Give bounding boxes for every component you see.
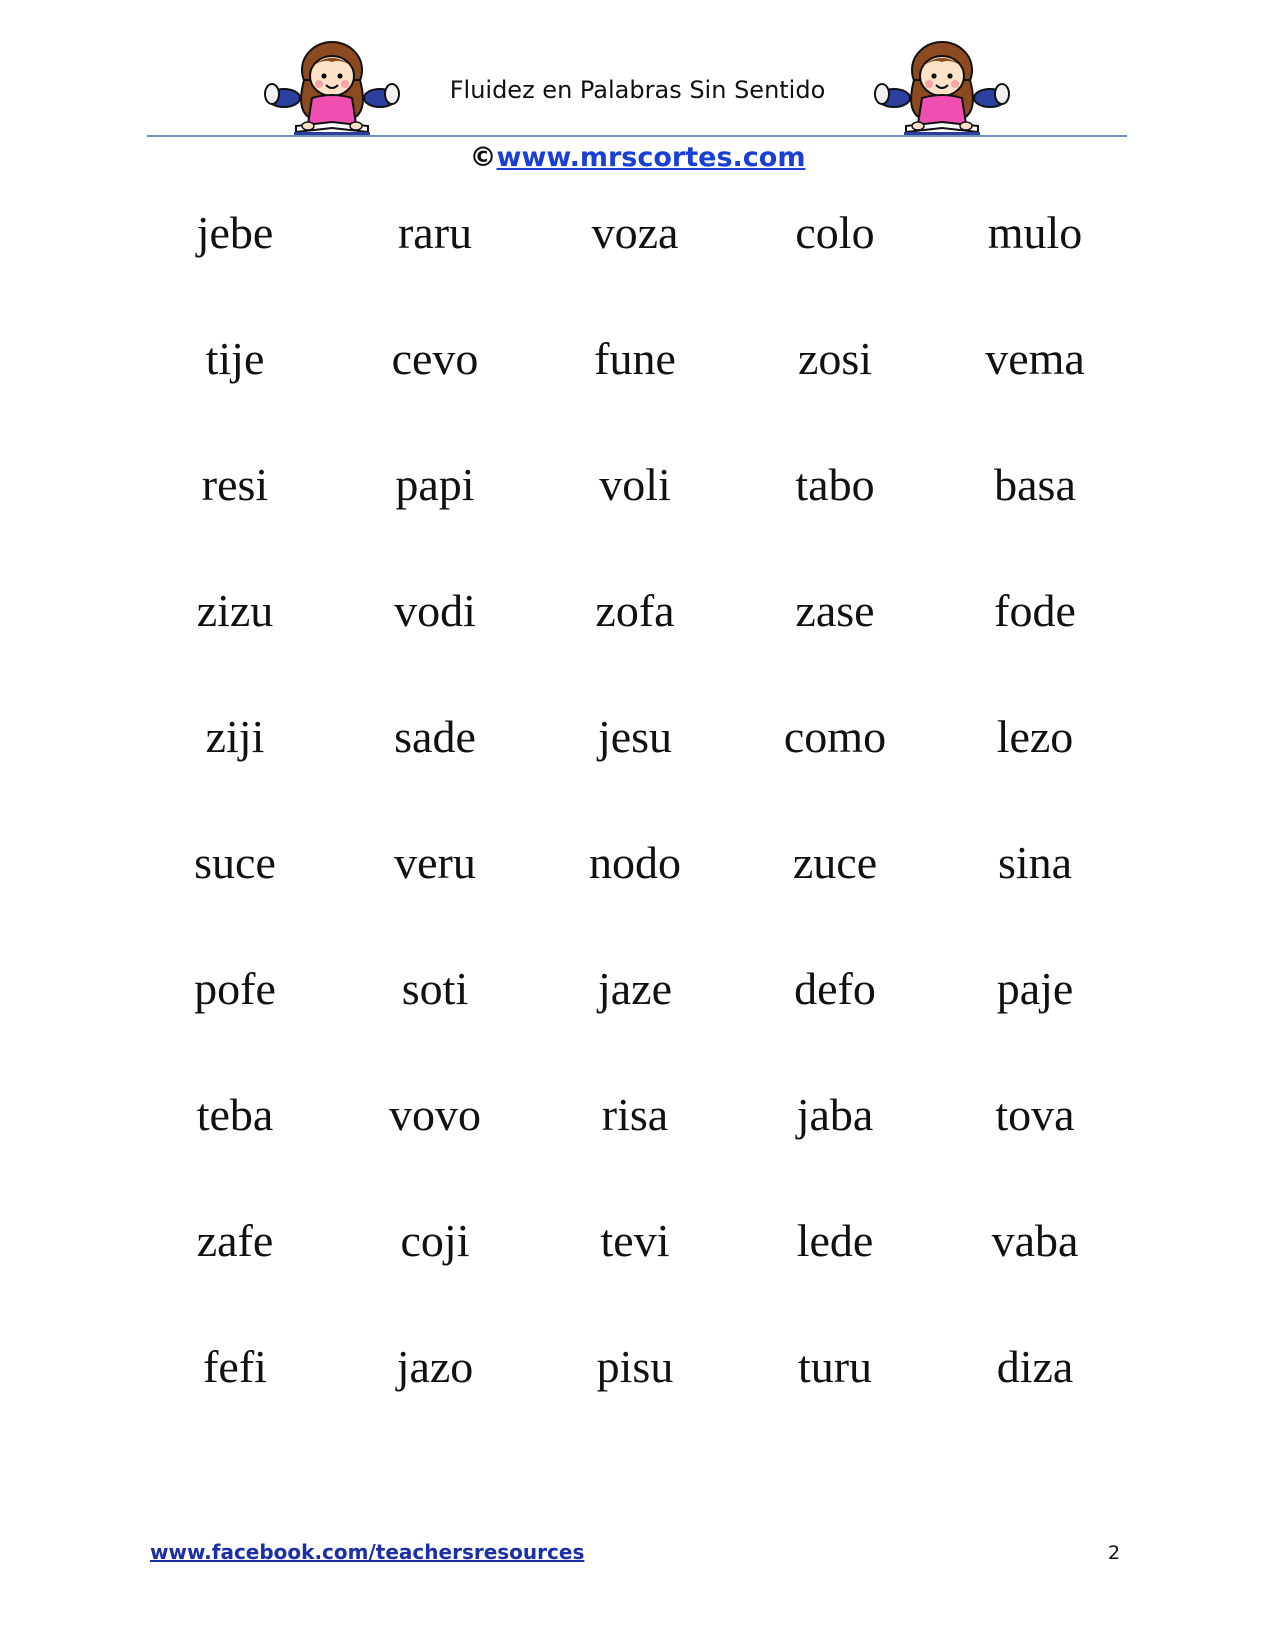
word-cell: sina [997, 837, 1073, 888]
word-cell: lede [796, 1215, 874, 1266]
word-row [135, 578, 1135, 704]
word-cell: jazo [396, 1341, 474, 1392]
word-cell: zosi [797, 333, 873, 384]
word-cell: raru [397, 207, 473, 258]
copyright-symbol: © [469, 142, 497, 173]
word-cell: jesu [597, 711, 673, 762]
word-cell: vaba [991, 1215, 1079, 1266]
word-cell: pofe [194, 963, 276, 1014]
header-divider [147, 135, 1127, 137]
word-cell: tabo [795, 459, 875, 510]
word-cell: tevi [600, 1215, 670, 1266]
word-cell: zizu [196, 585, 274, 636]
word-cell: zase [795, 585, 875, 636]
word-row [135, 1334, 1135, 1460]
girl-reading-illustration-right [872, 40, 1012, 140]
word-cell: como [783, 711, 887, 762]
word-row [135, 704, 1135, 830]
word-cell: zafe [196, 1215, 274, 1266]
word-cell: vodi [394, 585, 476, 636]
word-cell: soti [401, 963, 469, 1014]
word-row [135, 830, 1135, 956]
website-link[interactable]: www.mrscortes.com [496, 142, 806, 173]
word-cell: turu [797, 1341, 873, 1392]
word-row [135, 200, 1135, 326]
worksheet-title: Fluidez en Palabras Sin Sentido [449, 76, 826, 104]
facebook-link[interactable]: www.facebook.com/teachersresources [150, 1540, 585, 1564]
word-cell: resi [201, 459, 269, 510]
word-cell: nodo [589, 837, 681, 888]
word-cell: tije [205, 333, 265, 384]
word-cell: papi [395, 459, 475, 510]
word-cell: paje [996, 963, 1074, 1014]
word-cell: diza [996, 1341, 1074, 1392]
word-cell: coji [400, 1215, 470, 1266]
word-row [135, 1082, 1135, 1208]
copyright-line [0, 142, 1275, 173]
word-cell: fune [594, 333, 676, 384]
word-cell: defo [794, 963, 876, 1014]
word-cell: basa [994, 459, 1076, 510]
word-cell: voli [599, 459, 671, 510]
word-cell: vovo [389, 1089, 481, 1140]
word-cell: pisu [596, 1341, 674, 1392]
word-cell: teba [196, 1089, 274, 1140]
word-row [135, 326, 1135, 452]
word-cell: jaze [597, 963, 673, 1014]
word-cell: cevo [391, 333, 479, 384]
word-cell: zuce [792, 837, 878, 888]
word-cell: colo [795, 207, 875, 258]
word-cell: lezo [996, 711, 1074, 762]
word-cell: sade [394, 711, 476, 762]
word-cell: jaba [796, 1089, 874, 1140]
nonsense-word-grid [135, 200, 1135, 1460]
word-cell: zofa [595, 585, 675, 636]
page-number: 2 [1108, 1542, 1121, 1564]
word-cell: veru [394, 837, 476, 888]
word-cell: fefi [203, 1341, 267, 1392]
word-cell: risa [601, 1089, 669, 1140]
word-row [135, 452, 1135, 578]
word-cell: vema [985, 333, 1085, 384]
word-cell: suce [194, 837, 276, 888]
word-row [135, 1208, 1135, 1334]
word-cell: mulo [987, 207, 1083, 258]
word-cell: jebe [196, 207, 274, 258]
word-row [135, 956, 1135, 1082]
word-cell: tova [995, 1089, 1075, 1140]
word-cell: voza [591, 207, 679, 258]
word-cell: fode [994, 585, 1076, 636]
word-cell: ziji [205, 711, 265, 762]
